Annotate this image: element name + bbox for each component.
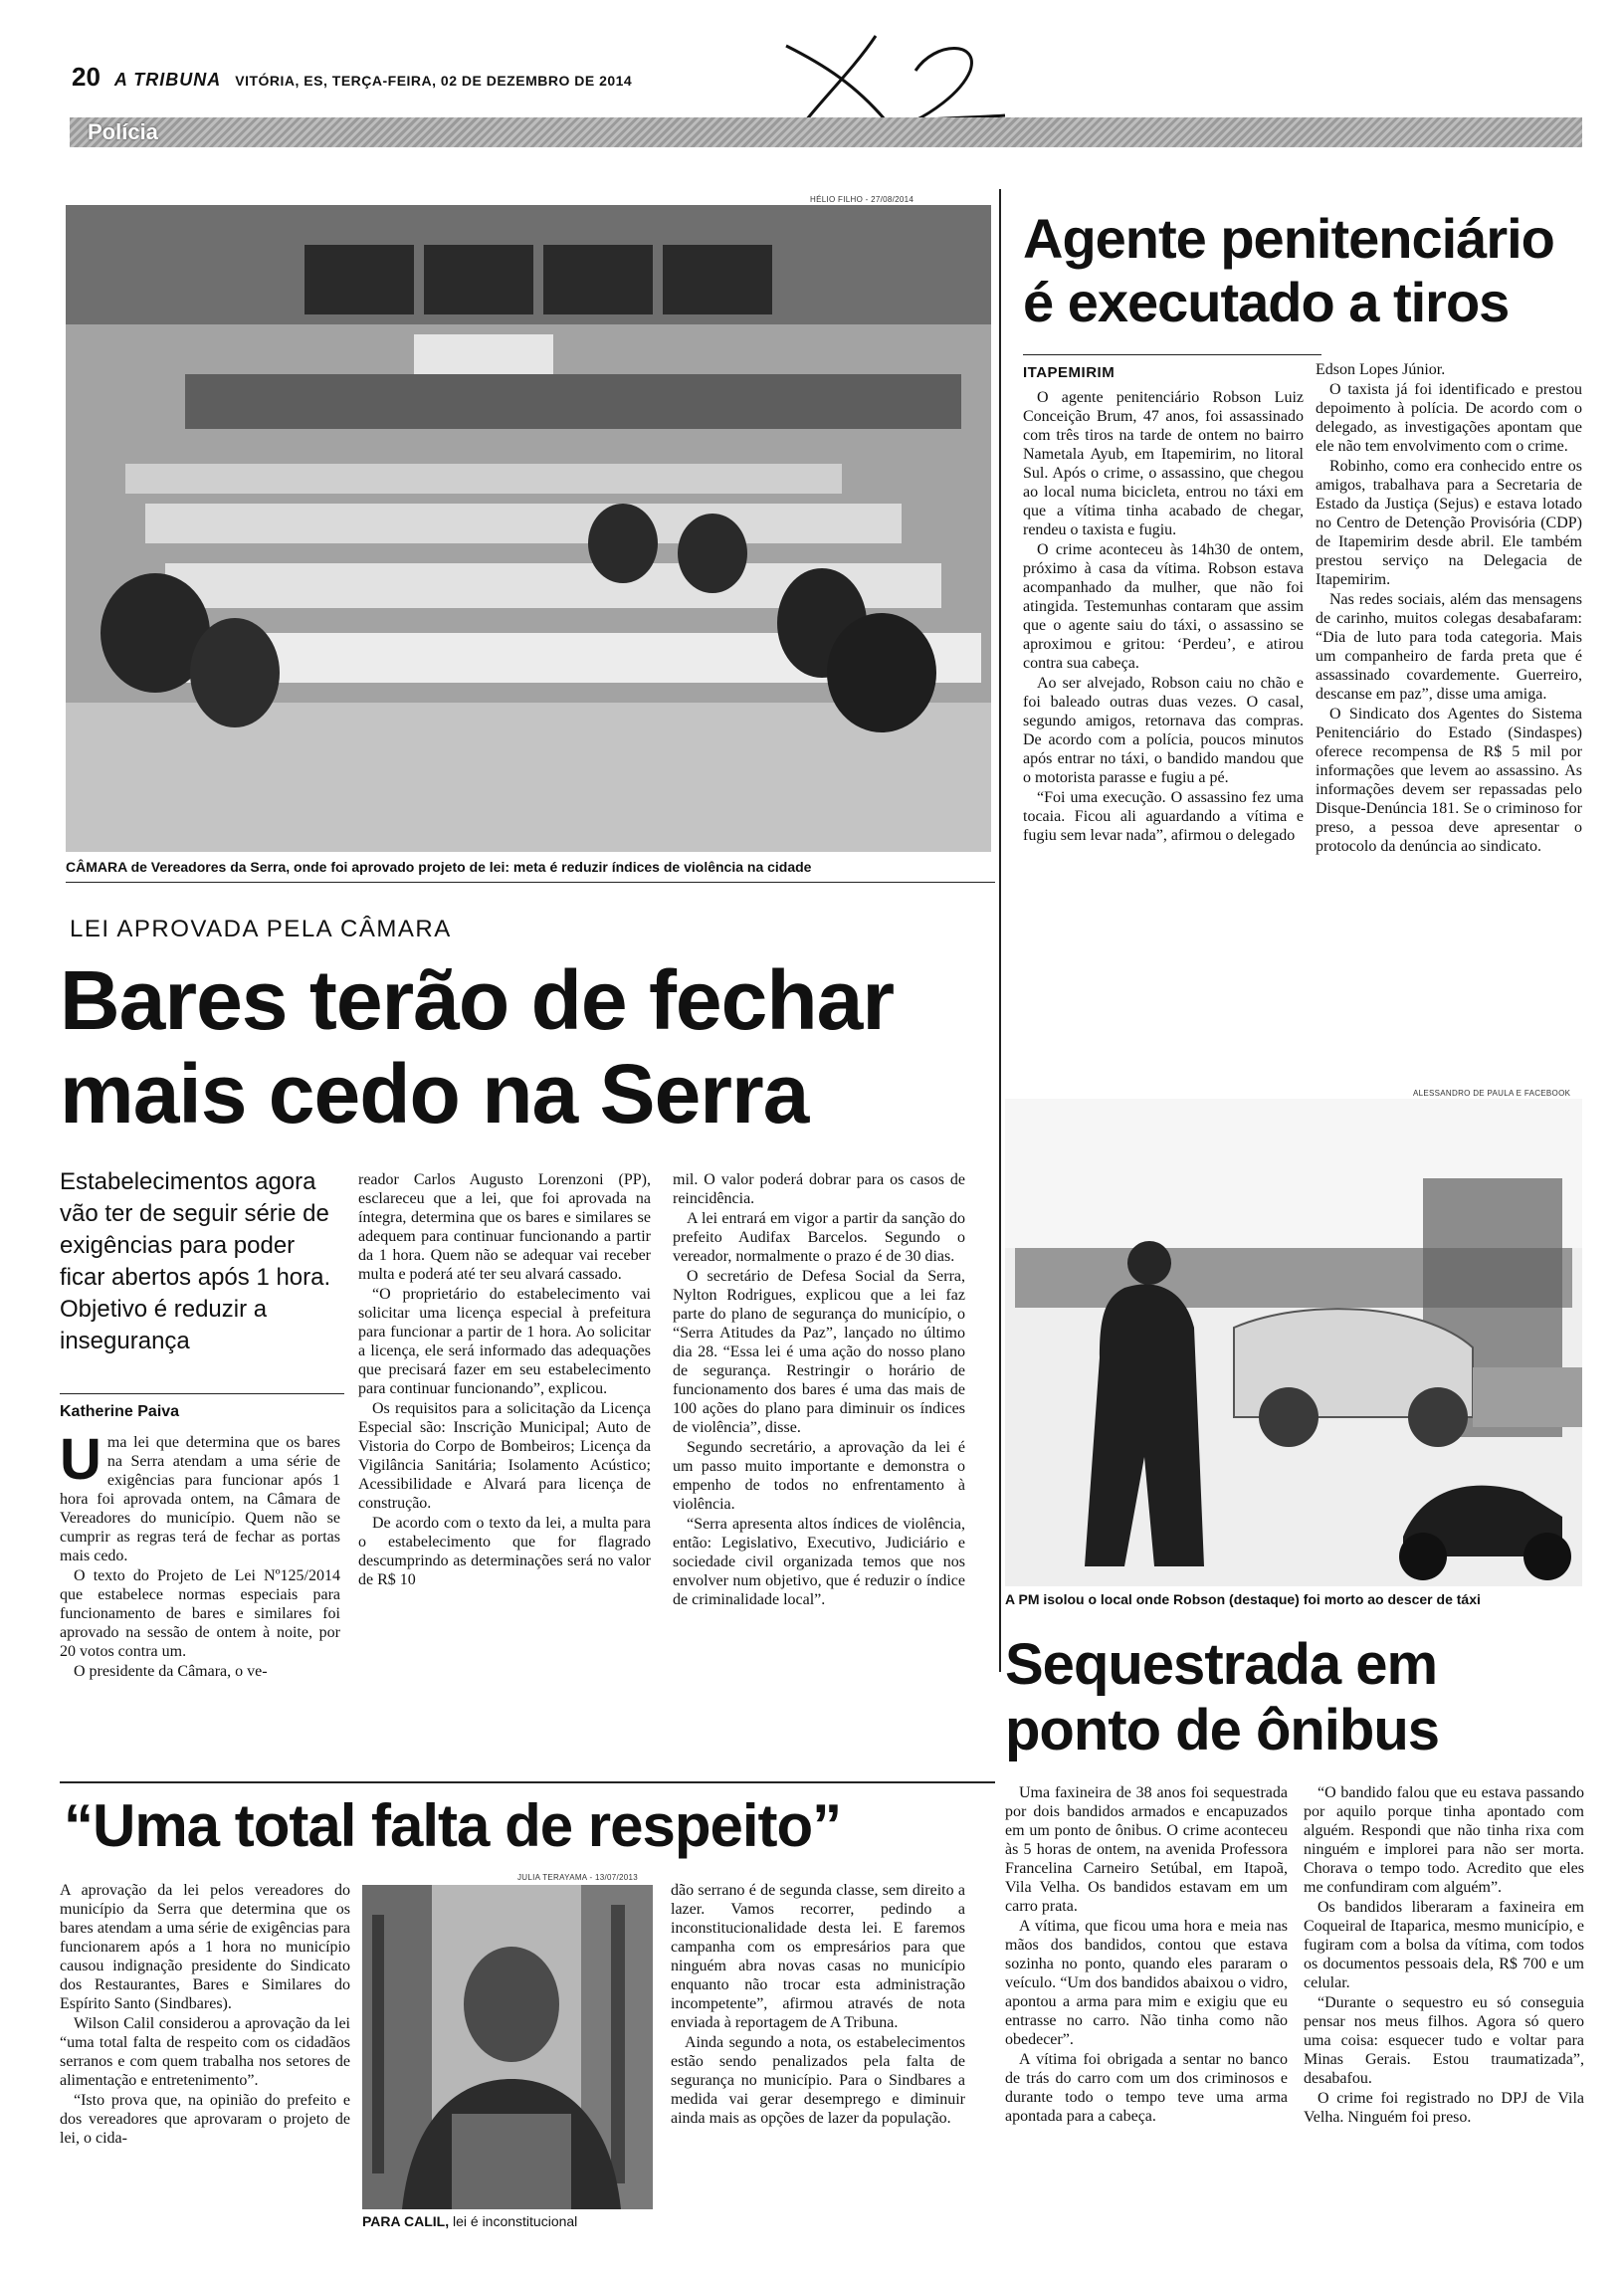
- paragraph: Edson Lopes Júnior.: [1316, 361, 1446, 378]
- paragraph: A vítima, que ficou uma hora e meia nas mãos dos bandidos, contou que estava sozinha no ponto, quando eles pararam o veículo. “Um dos bandidos abaixou o vidro, apontou a arma para mim e exigiu que eu entrasse no carro. Não tinha como não obedecer”.: [1005, 1918, 1288, 2048]
- story3-column-2: [1316, 360, 1582, 857]
- photo-caption: A PM isolou o local onde Robson (destaque) foi morto ao descer de táxi: [1005, 1591, 1481, 1607]
- story3-headline: [1023, 207, 1600, 334]
- paragraph: Nas redes sociais, além das mensagens de carinho, muitos colegas desabafaram: “Dia de luto para toda categoria. Mais um companheiro de farda preta que é assassinado covardemente. Guerreiro, descanse em paz”, disse uma amiga.: [1316, 591, 1582, 703]
- paragraph: Os bandidos liberaram a faxineira em Coqueiral de Itaparica, mesmo município, e fugiram com a bolsa da vítima, com todos os documentos pessoais dela, R$ 700 e um celular.: [1304, 1899, 1584, 1991]
- paragraph: O crime aconteceu às 14h30 de ontem, próximo à casa da vítima. Robson estava acompanhado da mulher, que não foi atingida. Testemunhas contaram que assim que o agente saiu do táxi, o assassino se aproximou e gritou: ‘Perdeu’, e atirou contra sua cabeça.: [1023, 541, 1304, 672]
- byline: Katherine Paiva: [60, 1403, 180, 1420]
- paragraph: Robinho, como era conhecido entre os amigos, trabalhava para a Secretaria de Estado da Justiça (Sejus) e estava lotado no Centro de Detenção Provisória (CDP) de Itapemirim desde abril. Ele também prestou serviço na Delegacia de Itapemirim.: [1316, 458, 1582, 588]
- paragraph: “Durante o sequestro eu só conseguia pensar nos meus filhos. Agora só quero uma coisa: esquecer tudo e voltar para Minas Gerais. Estou traumatizada”, desabafou.: [1304, 1994, 1584, 2087]
- paragraph: A lei entrará em vigor a partir da sanção do prefeito Audifax Barcelos. Segundo o vereador, normalmente o prazo é de 30 dias.: [673, 1210, 965, 1265]
- newspaper-logo: A TRIBUNA: [113, 70, 222, 90]
- paragraph: O presidente da Câmara, o ve-: [74, 1663, 268, 1680]
- paragraph: dão serrano é de segunda classe, sem direito a lazer. Vamos recorrer, pedindo a inconstitucionalidade desta lei. E faremos campanha com os empresários para que ninguém abra novas casas no município enquanto não trocar esta administração incompetente”, afirmou através de nota enviada à reportagem de A Tribuna.: [671, 1882, 965, 2031]
- headline-line-2: mais cedo na Serra: [60, 1047, 809, 1140]
- section-title: Polícia: [88, 119, 158, 144]
- paragraph: Segundo secretário, a aprovação da lei é um passo muito importante e demonstra o empenho de todos no enfrentamento à violência.: [673, 1439, 965, 1513]
- column-divider: [999, 189, 1001, 1672]
- paragraph: O texto do Projeto de Lei Nº125/2014 que estabelece normas especiais para funcionamento de bares e similares foi aprovado na sessão de ontem à noite, por 20 votos contra um.: [60, 1567, 340, 1660]
- drop-cap: U: [60, 1427, 102, 1492]
- paragraph: ma lei que determina que os bares na Serra atendam a uma série de exigências para funcionar após 1 hora foi aprovada ontem, na Câmara de Vereadores do município. Quem não se cumprir as regras terá de fechar as portas mais cedo.: [60, 1434, 340, 1564]
- paragraph: O agente penitenciário Robson Luiz Conceição Brum, 47 anos, foi assassinado com três tiros na tarde de ontem no bairro Nametala Ayub, em Itapemirim, no litoral Sul. Após o crime, o assassino, que chegou ao local numa bicicleta, entrou no táxi em que a vítima tinha acabado de chegar, rendeu o taxista e fugiu.: [1023, 389, 1304, 538]
- paragraph: “O proprietário do estabelecimento vai solicitar uma licença especial à prefeitura para funcionar a partir de 1 hora. Ao solicitar a licença, ele será informado das adequações que precisará fazer em seu estabelecimento para continuar funcionando”, explicou.: [358, 1286, 651, 1397]
- dek: Estabelecimentos agora vão ter de seguir série de exigências para poder ficar abertos após 1 hora. Objetivo é reduzir a insegurança: [60, 1168, 331, 1354]
- divider: [66, 882, 995, 883]
- story4-headline: [1005, 1632, 1582, 1763]
- section-band: [70, 117, 1582, 147]
- divider: [60, 1781, 995, 1783]
- story1-column-3: [673, 1170, 965, 1610]
- paragraph: Os requisitos para a solicitação da Licença Especial são: Inscrição Municipal; Auto de Vistoria do Corpo de Bombeiros; Licença da Vigilância Sanitária; Isolamento Acústico; Acessibilidade e Alvará para licença de construção.: [358, 1400, 651, 1512]
- photo-caption: CÂMARA de Vereadores da Serra, onde foi aprovado projeto de lei: meta é reduzir índices de violência na cidade: [66, 859, 812, 875]
- story1-column-2: [358, 1170, 651, 1590]
- story4-column-2: [1304, 1783, 1584, 2128]
- paragraph: “Foi uma execução. O assassino fez uma tocaia. Ficou ali aguardando a vítima e fugiu sem levar nada”, afirmou o delegado: [1023, 789, 1304, 844]
- headline-line-2: ponto de ônibus: [1005, 1698, 1440, 1762]
- paragraph: A aprovação da lei pelos vereadores do município da Serra que determina que os bares atendam a uma série de exigências para funcionarem após a 1 hora no município causou indignação presidente do Sindicato dos Restaurantes, Bares e Similares do Espírito Santo (Sindbares).: [60, 1882, 350, 2012]
- council-chamber-photo: [66, 205, 991, 852]
- main-headline: [60, 953, 995, 1140]
- caption-text: lei é inconstitucional: [453, 2213, 578, 2229]
- page-number: 20: [72, 62, 101, 92]
- paragraph: “O bandido falou que eu estava passando por aquilo porque tinha apontado com alguém. Respondi que não tinha rixa com ninguém e implorei para não ser morta. Chorava o tempo todo. Acredito que eles me confundiram com alguém”.: [1304, 1784, 1584, 1896]
- location-tag: ITAPEMIRIM: [1023, 364, 1116, 381]
- paragraph: Ao ser alvejado, Robson caiu no chão e foi baleado outras duas vezes. O casal, segundo amigos, retornava das compras. De acordo com a polícia, poucos minutos após entrar no táxi, o bandido mandou que o motorista parasse e fugiu a pé.: [1023, 675, 1304, 786]
- headline-line-1: Sequestrada em: [1005, 1632, 1438, 1697]
- story1-column-1: [60, 1427, 340, 1682]
- paragraph: Uma faxineira de 38 anos foi sequestrada por dois bandidos armados e encapuzados em um ponto de ônibus. O crime aconteceu às 5 horas de ontem, na avenida Professora Francelina Carneiro Setúbal, em Itapoã, Vila Velha. Os bandidos estavam em um carro prata.: [1005, 1784, 1288, 1915]
- story2-column-3: [671, 1881, 965, 2129]
- caption-lead: PARA CALIL,: [362, 2213, 450, 2229]
- paragraph: “Isto prova que, na opinião do prefeito e dos vereadores que aprovaram o projeto de lei, o cida-: [60, 2092, 350, 2147]
- crime-scene-photo: [1005, 1099, 1582, 1586]
- paragraph: Ainda segundo a nota, os estabelecimentos estão sendo penalizados pela falta de segurança no município. Para o Sindbares a medida vai gerar desemprego e diminuir ainda mais as opções de lazer da população.: [671, 2034, 965, 2127]
- paragraph: Wilson Calil considerou a aprovação da lei “uma total falta de respeito com os cidadãos serranos e com quem trabalha nos setores de alimentação e entretenimento”.: [60, 2015, 350, 2089]
- paragraph: O Sindicato dos Agentes do Sistema Penitenciário do Estado (Sindaspes) oferece recompensa de R$ 5 mil por informações que levem ao assassino. As informações devem ser repassadas pelo Disque-Denúncia 181. Se o criminoso for preso, a pessoa deve apresentar o protocolo da denúncia ao sindicato.: [1316, 706, 1582, 855]
- paragraph: mil. O valor poderá dobrar para os casos de reincidência.: [673, 1171, 965, 1207]
- kicker: LEI APROVADA PELA CÂMARA: [70, 916, 452, 942]
- paragraph: A vítima foi obrigada a sentar no banco de trás do carro com um dos criminosos e durante todo o tempo teve uma arma apontada para a cabeça.: [1005, 2051, 1288, 2125]
- paragraph: De acordo com o texto da lei, a multa para o estabelecimento que for flagrado descumprindo as determinações será no valor de R$ 10: [358, 1515, 651, 1588]
- divider: [60, 1393, 344, 1394]
- dateline: VITÓRIA, ES, TERÇA-FEIRA, 02 DE DEZEMBRO DE 2014: [235, 73, 633, 89]
- handwritten-mark: [766, 26, 1015, 125]
- paragraph: O secretário de Defesa Social da Serra, Nylton Rodrigues, explicou que a lei faz parte do plano de segurança do município, o “Serra Atitudes da Paz”, lançado no último dia 28. “Essa lei é uma ação do nosso plano de segurança. Restringir o horário de funcionamento dos bares é uma das mais de 100 ações do plano para diminuir os índices de violência”, disse.: [673, 1268, 965, 1436]
- masthead: [72, 62, 632, 102]
- story3-column-1: [1023, 388, 1304, 846]
- story2-column-1: [60, 1881, 350, 2149]
- headline-line-1: Agente penitenciário: [1023, 207, 1554, 270]
- photo-caption: [362, 2213, 577, 2229]
- photo-credit: HÉLIO FILHO - 27/08/2014: [810, 195, 914, 204]
- portrait-photo: [362, 1885, 653, 2209]
- divider: [1023, 354, 1321, 355]
- photo-credit: JULIA TERAYAMA - 13/07/2013: [517, 1873, 639, 1882]
- paragraph: O crime foi registrado no DPJ de Vila Velha. Ninguém foi preso.: [1304, 2090, 1584, 2126]
- photo-credit: ALESSANDRO DE PAULA E FACEBOOK: [1413, 1089, 1571, 1098]
- headline-line-1: Bares terão de fechar: [60, 953, 895, 1047]
- story2-headline: “Uma total falta de respeito”: [64, 1792, 842, 1859]
- story4-column-1: [1005, 1783, 1288, 2127]
- paragraph: “Serra apresenta altos índices de violência, então: Legislativo, Executivo, Judiciário e sociedade civil organizada temos que nos envolver num objetivo, que é reduzir o índice de criminalidade local”.: [673, 1516, 965, 1608]
- paragraph: O taxista já foi identificado e prestou depoimento à polícia. De acordo com o delegado, as investigações apontam que ele não tem envolvimento com o crime.: [1316, 381, 1582, 455]
- headline-line-2: é executado a tiros: [1023, 271, 1510, 333]
- paragraph: reador Carlos Augusto Lorenzoni (PP), esclareceu que a lei, que foi aprovada na íntegra, determina que os bares e similares se adequem para continuar funcionando a partir da 1 hora. Quem não se adequar vai receber multa e poderá até ter seu alvará cassado.: [358, 1171, 651, 1283]
